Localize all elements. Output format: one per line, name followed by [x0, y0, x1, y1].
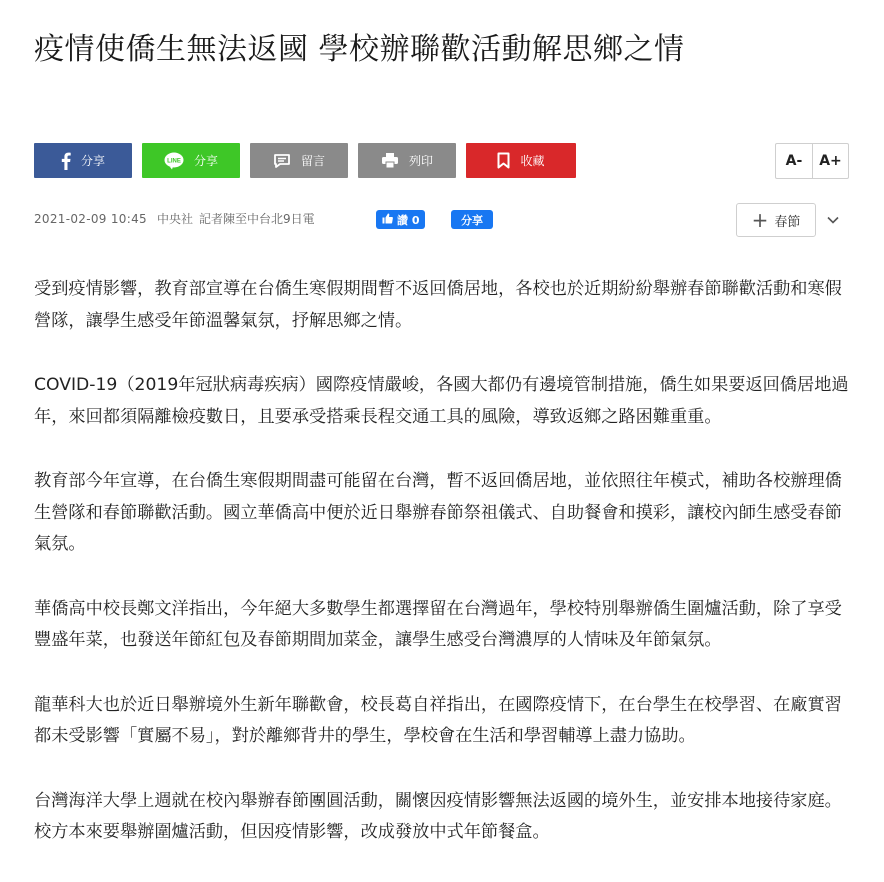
like-count-label: 讚 0	[397, 213, 420, 227]
paragraph: 華僑高中校長鄭文洋指出，今年絕大多數學生都選擇留在台灣過年，學校特別舉辦僑生圍爐活動，除了享受豐盛年菜，也發送年節紅包及春節期間加菜金，讓學生感受台灣濃厚的人情味及年節氣氛。	[34, 598, 842, 650]
paragraph: 教育部今年宣導，在台僑生寒假期間盡可能留在台灣，暫不返回僑居地，並依照往年模式，補助各校辦理僑生營隊和春節聯歡活動。國立華僑高中便於近日舉辦春節祭祖儀式、自助餐會和摸彩，讓校內師生感受春節氣氛。	[34, 471, 842, 554]
bookmark-button[interactable]	[466, 143, 576, 178]
svg-text:LINE: LINE	[167, 158, 181, 164]
line-icon	[164, 152, 184, 170]
bookmark-label: 收藏	[520, 154, 545, 168]
comment-button[interactable]	[250, 143, 348, 178]
tag-chip[interactable]	[736, 203, 816, 237]
publish-date: 2021-02-09 10:45	[34, 211, 147, 226]
comment-icon	[273, 153, 291, 169]
byline: 記者陳至中台北9日電	[198, 212, 315, 226]
article-body	[34, 274, 852, 882]
facebook-icon	[61, 152, 71, 170]
share-bar	[34, 143, 576, 178]
news-source: 中央社	[156, 212, 193, 226]
printer-icon	[381, 152, 399, 169]
article-meta	[34, 210, 315, 227]
plus-icon: +	[751, 208, 769, 232]
font-decrease-button[interactable]: A-	[785, 153, 803, 169]
print-button[interactable]	[358, 143, 456, 178]
paragraph: 龍華科大也於近日舉辦境外生新年聯歡會，校長葛自祥指出，在國際疫情下，在台學生在校學習、在廠實習都未受影響「實屬不易」，對於離鄉背井的學生，學校會在生活和學習輔導上盡力協助。	[34, 694, 842, 746]
paragraph: COVID-19（2019年冠狀病毒疾病）國際疫情嚴峻，各國大都仍有邊境管制措施，僑生如果要返回僑居地過年，來回都須隔離檢疫數日，且要承受搭乘長程交通工具的風險，導致返鄉之路困難重重。	[34, 375, 849, 427]
comment-label: 留言	[300, 154, 325, 168]
line-share-button[interactable]	[142, 143, 240, 178]
line-share-label: 分享	[193, 154, 218, 168]
tag-label: 春節	[774, 214, 801, 230]
chevron-down-icon[interactable]	[826, 213, 840, 227]
paragraph: 台灣海洋大學上週就在校內舉辦春節團圓活動，關懷因疫情影響無法返國的境外生，並安排本地接待家庭。校方本來要舉辦圍爐活動，但因疫情影響，改成發放中式年節餐盒。	[34, 790, 842, 842]
article-title: 疫情使僑生無法返國 學校辦聯歡活動解思鄉之情	[34, 32, 685, 67]
thumbs-up-icon	[382, 213, 393, 227]
paragraph: 受到疫情影響，教育部宣導在台僑生寒假期間暫不返回僑居地，各校也於近期紛紛舉辦春節聯歡活動和寒假營隊，讓學生感受年節溫馨氣氛，抒解思鄉之情。	[34, 279, 842, 331]
facebook-share-button[interactable]	[34, 143, 132, 178]
facebook-share-label: 分享	[80, 154, 105, 168]
print-label: 列印	[408, 154, 433, 168]
bookmark-icon	[497, 152, 510, 169]
facebook-share-small-button[interactable]: 分享	[451, 210, 493, 229]
font-size-controls	[775, 143, 849, 179]
font-increase-button[interactable]: A+	[812, 144, 848, 178]
facebook-like-button[interactable]	[376, 210, 425, 229]
